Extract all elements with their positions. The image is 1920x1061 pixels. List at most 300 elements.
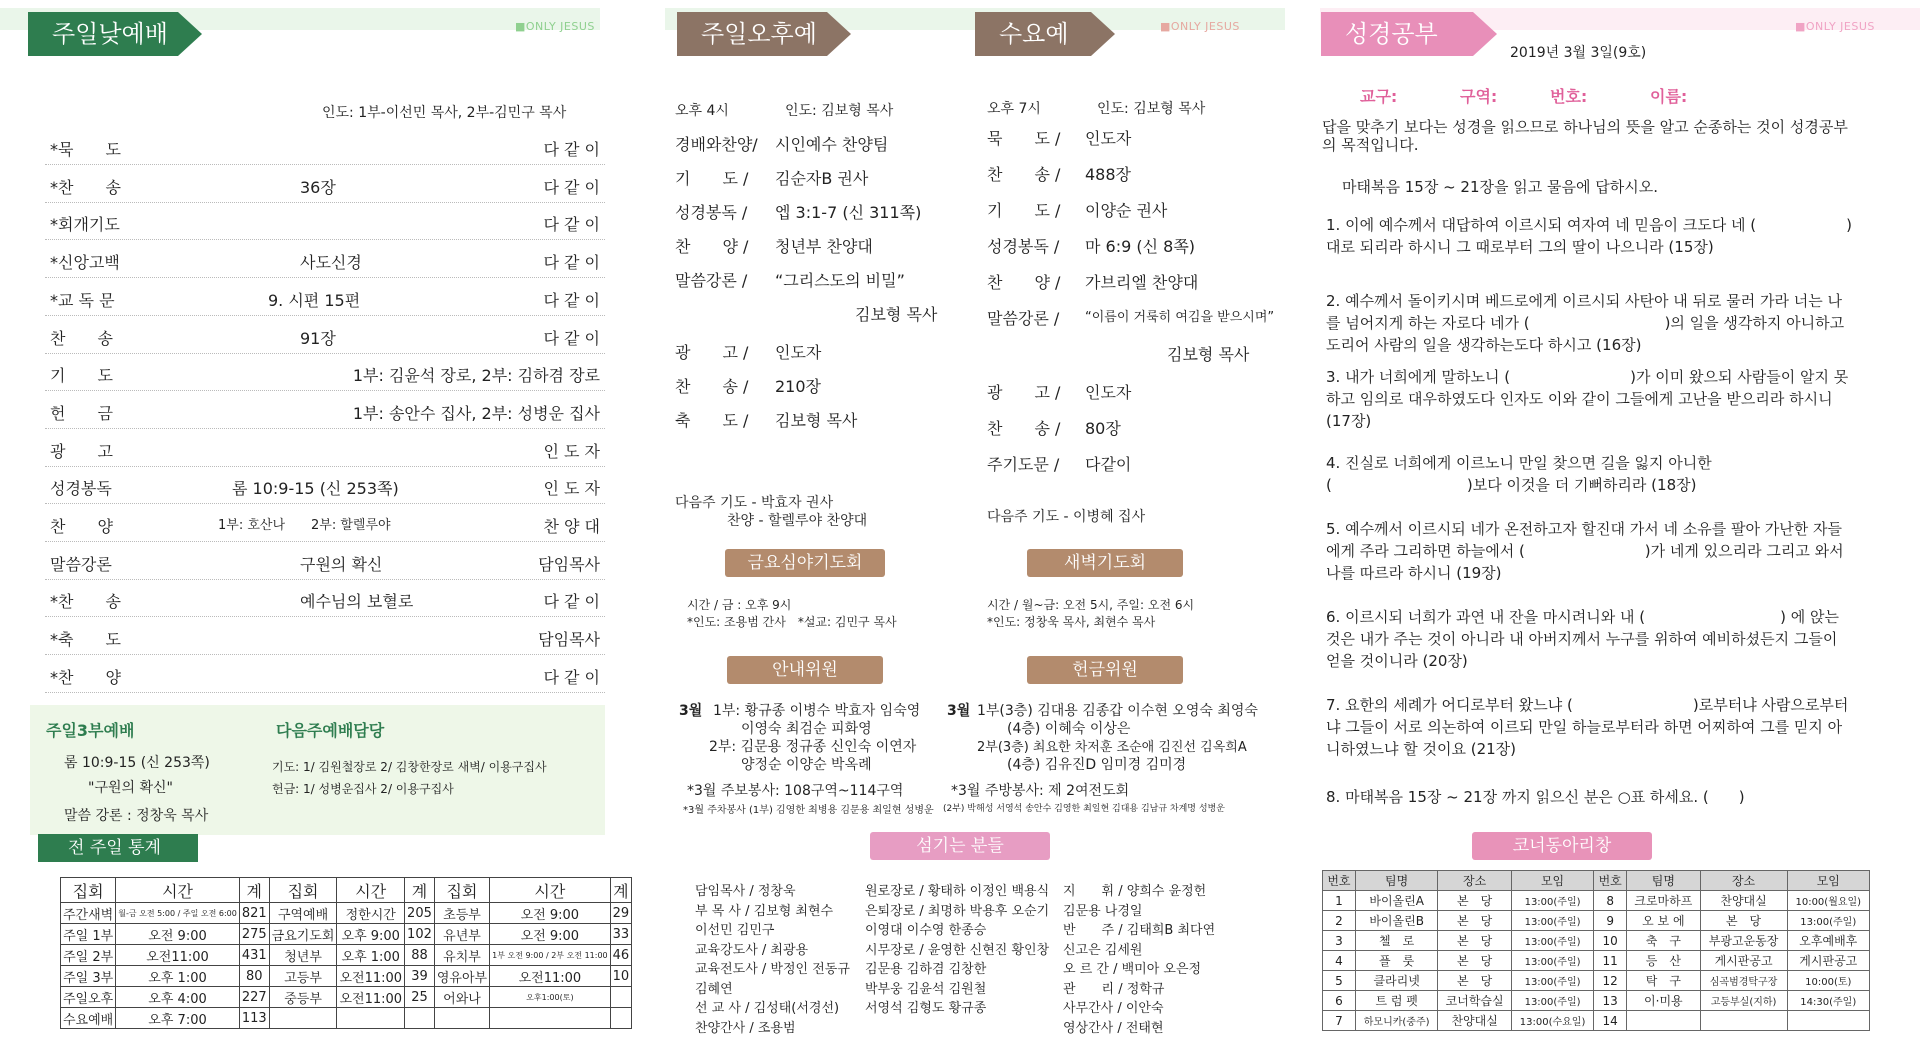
issue-date: 2019년 3월 3일(9호) xyxy=(1510,45,1647,61)
offering-line-1: 1부(3층) 김대용 김종갑 이수현 오영숙 최영숙 xyxy=(977,703,1258,719)
item-name: 기 도 / xyxy=(675,169,749,188)
stats-cell xyxy=(434,1008,489,1029)
offering-line-2: (4층) 이혜숙 이상은 xyxy=(1007,721,1131,737)
item-name: 말씀강론 / xyxy=(987,309,1060,328)
server-entry: 영상간사 / 전태현 xyxy=(1063,1020,1164,1036)
club-header: 번호 xyxy=(1594,871,1627,891)
only-jesus-tag: ■ONLY JESUS xyxy=(1160,20,1240,33)
item-name: 헌 금 xyxy=(50,403,113,423)
stats-cell: 주일 1부 xyxy=(61,924,116,945)
club-header: 장소 xyxy=(1700,871,1787,891)
club-cell: 오 보 에 xyxy=(1627,911,1700,931)
club-row xyxy=(1323,931,1870,951)
server-entry: 시무장로 / 윤영한 신현진 황인창 xyxy=(865,942,1050,958)
club-header: 팀명 xyxy=(1355,871,1438,891)
stats-cell: 주일오후 xyxy=(61,987,116,1008)
stats-cell: 오후 1:00 xyxy=(116,966,240,987)
stats-row xyxy=(61,924,632,945)
club-cell: 11 xyxy=(1594,951,1627,971)
item-leader: 인 도 자 xyxy=(543,441,600,461)
offering-title: 헌금위원 xyxy=(1027,656,1183,684)
item-leader: 인 도 자 xyxy=(543,479,600,499)
dawn-leaders: *인도: 정창욱 목사, 최현수 목사 xyxy=(987,615,1156,629)
leader-line: 인도: 김보형 목사 xyxy=(785,103,894,119)
next-week-prayer: 기도: 1/ 김원철장로 2/ 김창한장로 새벽/ 이용구집사 xyxy=(272,760,547,774)
item-divider xyxy=(45,202,605,203)
club-cell: 하모니카(중주) xyxy=(1355,1011,1438,1031)
club-row xyxy=(1323,911,1870,931)
question-item: 5. 예수께서 이르시되 네가 온전하고자 할진대 가서 네 소유를 팔아 가난한 자들에게 주라 그리하면 하늘에서 ( )가 네게 있으리라 그리고 와서 나를 따르라 하시니 (19장) xyxy=(1326,520,1844,582)
club-table xyxy=(1322,870,1870,1031)
stats-cell: 오전 9:00 xyxy=(490,924,611,945)
stats-row xyxy=(61,987,632,1008)
item-divider xyxy=(45,579,605,580)
guide-line-1: 1부: 황규종 이병수 박효자 임숙영 xyxy=(713,703,921,719)
club-cell: 오후예배후 xyxy=(1787,931,1869,951)
item-leader: 다 같 이 xyxy=(543,592,600,612)
item-value: 시인예수 찬양팀 xyxy=(775,135,889,154)
item-leader: 다 같 이 xyxy=(543,140,600,159)
item-value: 80장 xyxy=(1085,419,1121,438)
stats-cell: 금요기도회 xyxy=(269,924,337,945)
item-divider xyxy=(45,541,605,542)
item-name: 성경봉독 / xyxy=(675,203,748,222)
stats-cell xyxy=(337,1008,405,1029)
item-detail: 36장 xyxy=(300,177,336,197)
stats-header: 계 xyxy=(239,878,269,903)
club-row xyxy=(1323,951,1870,971)
server-entry: 원로장로 / 황태하 이정인 백용식 xyxy=(865,884,1050,899)
club-header: 모임 xyxy=(1511,871,1593,891)
section-banner xyxy=(677,12,827,92)
item-leader: 1부: 김윤석 장로, 2부: 김하겸 장로 xyxy=(352,366,600,386)
club-cell xyxy=(1627,1011,1700,1031)
item-detail: 사도신경 xyxy=(300,253,362,273)
item-name: 찬 송 xyxy=(50,328,113,348)
club-cell: 트 럼 펫 xyxy=(1355,991,1438,1011)
server-entry: 지 휘 / 양희수 윤정헌 xyxy=(1063,884,1207,899)
item-name: 찬 송 / xyxy=(675,377,749,396)
item-divider xyxy=(45,616,605,617)
club-cell: 크로마하프 xyxy=(1627,891,1700,911)
stats-cell: 46 xyxy=(610,945,632,966)
server-entry: 김문용 김하겸 김창한 xyxy=(865,962,987,977)
guide-line-2: 이영숙 최검순 피화영 xyxy=(741,721,872,737)
club-row xyxy=(1323,991,1870,1011)
service-time: 오후 4시 xyxy=(675,103,729,119)
club-cell: 첼 로 xyxy=(1355,931,1438,951)
club-row xyxy=(1323,1011,1870,1031)
next-week-offering: 헌금: 1/ 성병운집사 2/ 이용구집사 xyxy=(272,782,454,796)
item-divider xyxy=(45,428,605,429)
stats-cell: 오전11:00 xyxy=(337,966,405,987)
item-name: *찬 송 xyxy=(50,592,121,612)
club-cell: 10 xyxy=(1594,931,1627,951)
stats-header: 계 xyxy=(405,878,435,903)
item-value: 마 6:9 (신 8쪽) xyxy=(1085,237,1196,256)
club-cell: 탁 구 xyxy=(1627,971,1700,991)
stats-cell: 29 xyxy=(610,903,632,924)
item-leader: 다 같 이 xyxy=(543,328,600,348)
guide-line-4: 양정순 이양순 박옥례 xyxy=(741,757,872,773)
column-bible-study xyxy=(1320,0,1920,1061)
club-cell: 코너학습실 xyxy=(1438,991,1511,1011)
banner-title: 성경공부 xyxy=(1345,20,1438,48)
stats-cell xyxy=(405,1008,435,1029)
item-name: 찬 송 / xyxy=(987,165,1061,184)
stats-cell: 주간새벽 xyxy=(61,903,116,924)
club-row xyxy=(1323,891,1870,911)
item-value: 청년부 찬양대 xyxy=(775,237,873,256)
stats-cell: 주일 3부 xyxy=(61,966,116,987)
item-value: “이름이 거룩히 여김을 받으시며” xyxy=(1085,310,1275,325)
banner-title: 주일낮예배 xyxy=(52,20,168,48)
item-detail: 롬 10:9-15 (신 253쪽) xyxy=(232,479,399,499)
item-name: 광 고 / xyxy=(987,383,1061,402)
stats-header: 시간 xyxy=(116,878,240,903)
field-area: 구역: xyxy=(1460,87,1498,106)
item-leader: 다 같 이 xyxy=(543,667,600,687)
stats-cell: 오후1:00(토) xyxy=(490,987,611,1008)
next-week-prayer: 다음주 기도 - 이병혜 집사 xyxy=(987,509,1146,525)
banner-title: 주일오후예배 xyxy=(701,20,817,92)
stats-cell: 80 xyxy=(239,966,269,987)
server-entry: 신고은 김세원 xyxy=(1063,942,1143,958)
stats-cell: 유년부 xyxy=(434,924,489,945)
item-detail: 구원의 확신 xyxy=(300,554,383,574)
third-service-sermon: "구원의 확신" xyxy=(88,780,173,796)
server-entry: 이선민 김민구 xyxy=(695,923,775,938)
item-value: 다같이 xyxy=(1085,455,1132,474)
stats-cell: 고등부 xyxy=(269,966,337,987)
item-name: 광 고 / xyxy=(675,343,749,362)
item-name: 말씀강론 / xyxy=(675,271,748,290)
stats-header: 시간 xyxy=(337,878,405,903)
club-cell: 플 룻 xyxy=(1355,951,1438,971)
item-value: 인도자 xyxy=(1085,383,1132,402)
stats-cell: 오전11:00 xyxy=(490,966,611,987)
stats-cell: 중등부 xyxy=(269,987,337,1008)
club-cell: 본 당 xyxy=(1700,911,1787,931)
stats-cell: 오후 4:00 xyxy=(116,987,240,1008)
club-cell: 심곡범경탁구장 xyxy=(1700,971,1787,991)
item-leader: 담임목사 xyxy=(538,554,600,574)
stats-cell xyxy=(610,987,632,1008)
leader-line: 인도: 김보형 목사 xyxy=(1097,101,1206,117)
stats-header: 집회 xyxy=(434,878,489,903)
instruction: 마태복음 15장 ~ 21장을 읽고 물음에 답하시오. xyxy=(1342,178,1658,196)
club-cell: 10:00(월요일) xyxy=(1787,891,1869,911)
server-entry: 교육강도사 / 최광용 xyxy=(695,942,809,958)
question-item: 2. 예수께서 돌이키시며 베드로에게 이르시되 사탄아 내 뒤로 물러 가라 너는 나를 넘어지게 하는 자로다 네가 ( )의 일을 생각하지 아니하고 도리어 사람의 일을 생각하는도다 하시고 (16장) xyxy=(1326,292,1845,354)
club-cell: 본 당 xyxy=(1438,931,1511,951)
stats-cell: 구역예배 xyxy=(269,903,337,924)
club-cell: 바이올린B xyxy=(1355,911,1438,931)
server-entry: 오 르 간 / 백미아 오은정 xyxy=(1063,962,1202,977)
club-cell xyxy=(1700,1011,1787,1031)
stats-row xyxy=(61,945,632,966)
stats-cell: 청년부 xyxy=(269,945,337,966)
item-value: 김보형 목사 xyxy=(855,305,938,324)
club-cell: 13:00(주일) xyxy=(1511,911,1593,931)
item-name: 성경봉독 / xyxy=(987,237,1060,256)
section-banner xyxy=(28,12,178,56)
item-divider xyxy=(45,164,605,165)
item-leader: 담임목사 xyxy=(538,630,600,650)
guide-month: 3월 xyxy=(679,703,703,719)
question-item: 3. 내가 너희에게 말하노니 ( )가 이미 왔으되 사람들이 알지 못하고 임의로 대우하였도다 인자도 이와 같이 그들에게 고난을 받으리라 하시니 (17장) xyxy=(1326,368,1849,430)
server-entry: 서영석 김형도 황규종 xyxy=(865,1001,987,1016)
item-value: 488장 xyxy=(1085,165,1131,184)
club-cell: 고등부실(지하) xyxy=(1700,991,1787,1011)
item-leader: 다 같 이 xyxy=(543,177,600,197)
club-cell: 1 xyxy=(1323,891,1356,911)
third-service-passage: 롬 10:9-15 (신 253쪽) xyxy=(64,755,210,771)
stats-cell: 227 xyxy=(239,987,269,1008)
stats-row xyxy=(61,903,632,924)
offering-line-4: (4층) 김유진D 임미경 김미경 xyxy=(1007,757,1187,773)
next-week-title: 다음주예배담당 xyxy=(276,721,385,740)
item-name: *축 도 xyxy=(50,630,121,650)
third-service-preacher: 말씀 강론 : 정창욱 목사 xyxy=(64,808,209,824)
server-entry: 은퇴장로 / 최명하 박용후 오순기 xyxy=(865,903,1050,919)
field-number: 번호: xyxy=(1550,87,1588,106)
club-cell: 9 xyxy=(1594,911,1627,931)
item-detail: 9. 시편 15편 xyxy=(268,290,361,310)
stats-cell xyxy=(610,1008,632,1029)
item-divider xyxy=(45,277,605,278)
item-divider xyxy=(45,654,605,655)
server-entry: 이영대 이수영 한종승 xyxy=(865,923,987,938)
club-cell: 본 당 xyxy=(1438,951,1511,971)
question-item: 6. 이르시되 너희가 과연 내 잔을 마시려니와 내 ( ) 에 앉는 것은 내가 주는 것이 아니라 내 아버지께서 누구를 위하여 예비하셨든지 그들이 얻을 것이니라 (20장) xyxy=(1326,608,1839,670)
club-cell: 본 당 xyxy=(1438,891,1511,911)
next-week-praise: 찬양 - 할렐루야 찬양대 xyxy=(727,513,868,529)
item-divider xyxy=(45,390,605,391)
banner-title: 수요예배 xyxy=(999,20,1069,92)
stats-cell: 821 xyxy=(239,903,269,924)
next-week-prayer: 다음주 기도 - 박효자 권사 xyxy=(675,495,834,511)
item-divider xyxy=(45,692,605,693)
item-name: 찬 양 xyxy=(50,517,113,536)
server-entry: 반 주 / 김태희B 최다연 xyxy=(1063,923,1216,938)
stats-header: 계 xyxy=(610,878,632,903)
item-name: 축 도 / xyxy=(675,411,749,430)
item-value: 이양순 권사 xyxy=(1085,201,1168,220)
club-cell: 이·미용 xyxy=(1627,991,1700,1011)
club-cell: 클라리넷 xyxy=(1355,971,1438,991)
item-value: 김보형 목사 xyxy=(1167,345,1250,364)
friday-prayer-title: 금요심야기도회 xyxy=(725,549,885,577)
server-entry: 선 교 사 / 김성태(서경선) xyxy=(695,1001,840,1016)
item-detail: 91장 xyxy=(300,328,336,348)
club-cell: 바이올린A xyxy=(1355,891,1438,911)
stats-cell: 431 xyxy=(239,945,269,966)
club-cell: 6 xyxy=(1323,991,1356,1011)
server-entry: 찬양간사 / 조용범 xyxy=(695,1020,796,1036)
item-value: 인도자 xyxy=(1085,129,1132,148)
item-name: *찬 양 xyxy=(50,667,121,687)
club-cell: 부광고운동장 xyxy=(1700,931,1787,951)
field-district: 교구: xyxy=(1360,87,1398,106)
stats-cell: 102 xyxy=(405,924,435,945)
offering-line-3: 2부(3층) 최요한 차저훈 조순애 김진선 김옥희A xyxy=(977,740,1247,755)
column-sunday-morning xyxy=(0,0,630,1061)
stats-cell: 33 xyxy=(610,924,632,945)
stats-cell: 10 xyxy=(610,966,632,987)
club-cell: 10:00(토) xyxy=(1787,971,1869,991)
stats-cell: 오전 9:00 xyxy=(116,924,240,945)
stats-cell: 초등부 xyxy=(434,903,489,924)
item-name: 찬 양 / xyxy=(675,237,749,256)
item-value: “그리스도의 비밀” xyxy=(775,271,905,290)
item-name: *교 독 문 xyxy=(50,290,115,310)
stats-header: 집회 xyxy=(269,878,337,903)
club-header: 번호 xyxy=(1323,871,1356,891)
only-jesus-tag: ■ONLY JESUS xyxy=(1795,20,1875,33)
question-item: 8. 마태복음 15장 ~ 21장 까지 읽으신 분은 ○표 하세요. ( ) xyxy=(1326,788,1745,806)
servers-title: 섬기는 분들 xyxy=(870,832,1050,860)
section-banner xyxy=(1321,12,1473,56)
club-cell: 등 산 xyxy=(1627,951,1700,971)
bulletin-duty: *3월 주보봉사: 108구역~114구역 xyxy=(687,783,904,799)
server-entry: 관 리 / 정학규 xyxy=(1063,981,1165,997)
club-cell: 게시판공고 xyxy=(1787,951,1869,971)
section-banner xyxy=(975,12,1091,92)
item-name: 성경봉독 xyxy=(50,479,112,499)
item-name: 기 도 xyxy=(50,366,113,386)
item-leader: 다 같 이 xyxy=(543,253,600,273)
item-value: 김순자B 권사 xyxy=(775,169,869,188)
item-value: 가브리엘 찬양대 xyxy=(1085,273,1199,292)
club-cell: 본 당 xyxy=(1438,911,1511,931)
service-time: 오후 7시 xyxy=(987,101,1041,117)
club-cell: 12 xyxy=(1594,971,1627,991)
leader-line: 인도: 1부-이선민 목사, 2부-김민구 목사 xyxy=(322,105,567,121)
item-name: *회개기도 xyxy=(50,215,120,235)
server-entry: 박부웅 김윤석 김원철 xyxy=(865,981,987,997)
stats-cell: 정한시간 xyxy=(337,903,405,924)
parking-duty-2: (2부) 박해성 서영석 송안수 김영한 최일현 김대용 김남규 차계명 성병운 xyxy=(943,804,1225,814)
club-cell: 2 xyxy=(1323,911,1356,931)
item-name: 주기도문 / xyxy=(987,455,1060,474)
club-cell: 13 xyxy=(1594,991,1627,1011)
club-cell: 4 xyxy=(1323,951,1356,971)
stats-cell: 오후 1:00 xyxy=(337,945,405,966)
dawn-prayer-title: 새벽기도회 xyxy=(1027,549,1183,577)
question-item: 1. 이에 예수께서 대답하여 이르시되 여자여 네 믿음이 크도다 네 ( )대로 되리라 하시니 그 때로부터 그의 딸이 나으니라 (15장) xyxy=(1326,216,1852,256)
stats-cell: 오전11:00 xyxy=(337,987,405,1008)
server-entry: 부 목 사 / 김보형 최현수 xyxy=(695,903,834,919)
stats-title: 전 주일 통계 xyxy=(38,834,198,862)
item-name: 광 고 xyxy=(50,441,113,461)
item-value: 210장 xyxy=(775,377,821,396)
item-leader: 찬 양 대 xyxy=(543,517,600,536)
stats-cell: 월-금 오전 5:00 / 주일 오전 6:00 xyxy=(116,903,240,924)
server-entry: 담임목사 / 정창욱 xyxy=(695,884,796,899)
stats-cell: 25 xyxy=(405,987,435,1008)
stats-cell: 주일 2부 xyxy=(61,945,116,966)
stats-cell: 1부 오전 9:00 / 2부 오전 11:00 xyxy=(490,945,611,966)
question-item: 7. 요한의 세례가 어디로부터 왔느냐 ( )로부터냐 사람으로부터냐 그들이 서로 의논하여 이르되 만일 하늘로부터라 하면 어찌하여 그를 믿지 아니하였느냐 할 것이요 (21장) xyxy=(1326,696,1849,758)
stats-cell: 영유아부 xyxy=(434,966,489,987)
item-name: *묵 도 xyxy=(50,140,121,159)
stats-cell: 88 xyxy=(405,945,435,966)
stats-cell: 유치부 xyxy=(434,945,489,966)
server-entry: 교육전도사 / 박정인 전동규 xyxy=(695,962,850,977)
item-divider xyxy=(45,466,605,467)
item-divider xyxy=(45,239,605,240)
club-cell: 3 xyxy=(1323,931,1356,951)
club-title: 코너동아리창 xyxy=(1472,832,1652,860)
item-name: 기 도 / xyxy=(987,201,1061,220)
friday-time: 시간 / 금 : 오후 9시 xyxy=(687,598,792,612)
parking-duty: *3월 주차봉사 (1부) 김영한 최병용 김문용 최일현 성병운 xyxy=(683,805,934,816)
club-cell: 8 xyxy=(1594,891,1627,911)
stats-cell: 오후 9:00 xyxy=(337,924,405,945)
stats-cell xyxy=(490,1008,611,1029)
club-cell xyxy=(1787,1011,1869,1031)
club-cell: 5 xyxy=(1323,971,1356,991)
club-cell: 14:30(주일) xyxy=(1787,991,1869,1011)
stats-header: 집회 xyxy=(61,878,116,903)
item-name: 묵 도 / xyxy=(987,129,1061,148)
club-cell: 축 구 xyxy=(1627,931,1700,951)
club-cell: 13:00(주일) xyxy=(1511,951,1593,971)
club-header: 장소 xyxy=(1438,871,1511,891)
item-name: 찬 양 / xyxy=(987,273,1061,292)
club-cell: 본 당 xyxy=(1438,971,1511,991)
stats-header: 시간 xyxy=(490,878,611,903)
stats-cell: 205 xyxy=(405,903,435,924)
club-cell: 13:00(주일) xyxy=(1787,911,1869,931)
dawn-time: 시간 / 월~금: 오전 5시, 주일: 오전 6시 xyxy=(987,598,1195,612)
server-entry: 사무간사 / 이안숙 xyxy=(1063,1001,1164,1016)
stats-cell: 오전 9:00 xyxy=(490,903,611,924)
item-leader: 다 같 이 xyxy=(543,215,600,235)
item-name: *찬 송 xyxy=(50,177,121,197)
guide-line-3: 2부: 김문용 정규종 신인숙 이연자 xyxy=(709,739,917,755)
item-name: 말씀강론 xyxy=(50,554,112,574)
item-detail: 1부: 호산나 2부: 할렐루야 xyxy=(218,518,391,533)
stats-cell: 275 xyxy=(239,924,269,945)
club-header: 모임 xyxy=(1787,871,1869,891)
item-divider xyxy=(45,353,605,354)
club-cell: 13:00(주일) xyxy=(1511,991,1593,1011)
stats-cell: 39 xyxy=(405,966,435,987)
club-cell: 찬양대실 xyxy=(1700,891,1787,911)
club-cell: 13:00(주일) xyxy=(1511,931,1593,951)
stats-row xyxy=(61,966,632,987)
item-detail: 예수님의 보혈로 xyxy=(300,592,414,612)
question-item: 4. 진실로 너희에게 이르노니 만일 찾으면 길을 잃지 아니한 ( )보다 이것을 더 기뻐하리라 (18장) xyxy=(1326,454,1712,494)
item-divider xyxy=(45,315,605,316)
club-cell: 13:00(수요일) xyxy=(1511,1011,1593,1031)
server-entry: 김혜연 xyxy=(695,981,733,997)
item-name: 경배와찬양/ xyxy=(675,135,758,154)
club-cell: 14 xyxy=(1594,1011,1627,1031)
stats-cell: 오후 7:00 xyxy=(116,1008,240,1029)
item-name: *신앙고백 xyxy=(50,253,120,273)
stats-cell xyxy=(269,1008,337,1029)
club-cell: 7 xyxy=(1323,1011,1356,1031)
field-name: 이름: xyxy=(1650,87,1688,106)
only-jesus-tag: ■ONLY JESUS xyxy=(515,20,595,33)
stats-row xyxy=(61,1008,632,1029)
club-header: 팀명 xyxy=(1627,871,1700,891)
intro-text: 답을 맞추기 보다는 성경을 읽으므로 하나님의 뜻을 알고 순종하는 것이 성경공부의 목적입니다. xyxy=(1322,118,1848,154)
club-cell: 13:00(주일) xyxy=(1511,891,1593,911)
